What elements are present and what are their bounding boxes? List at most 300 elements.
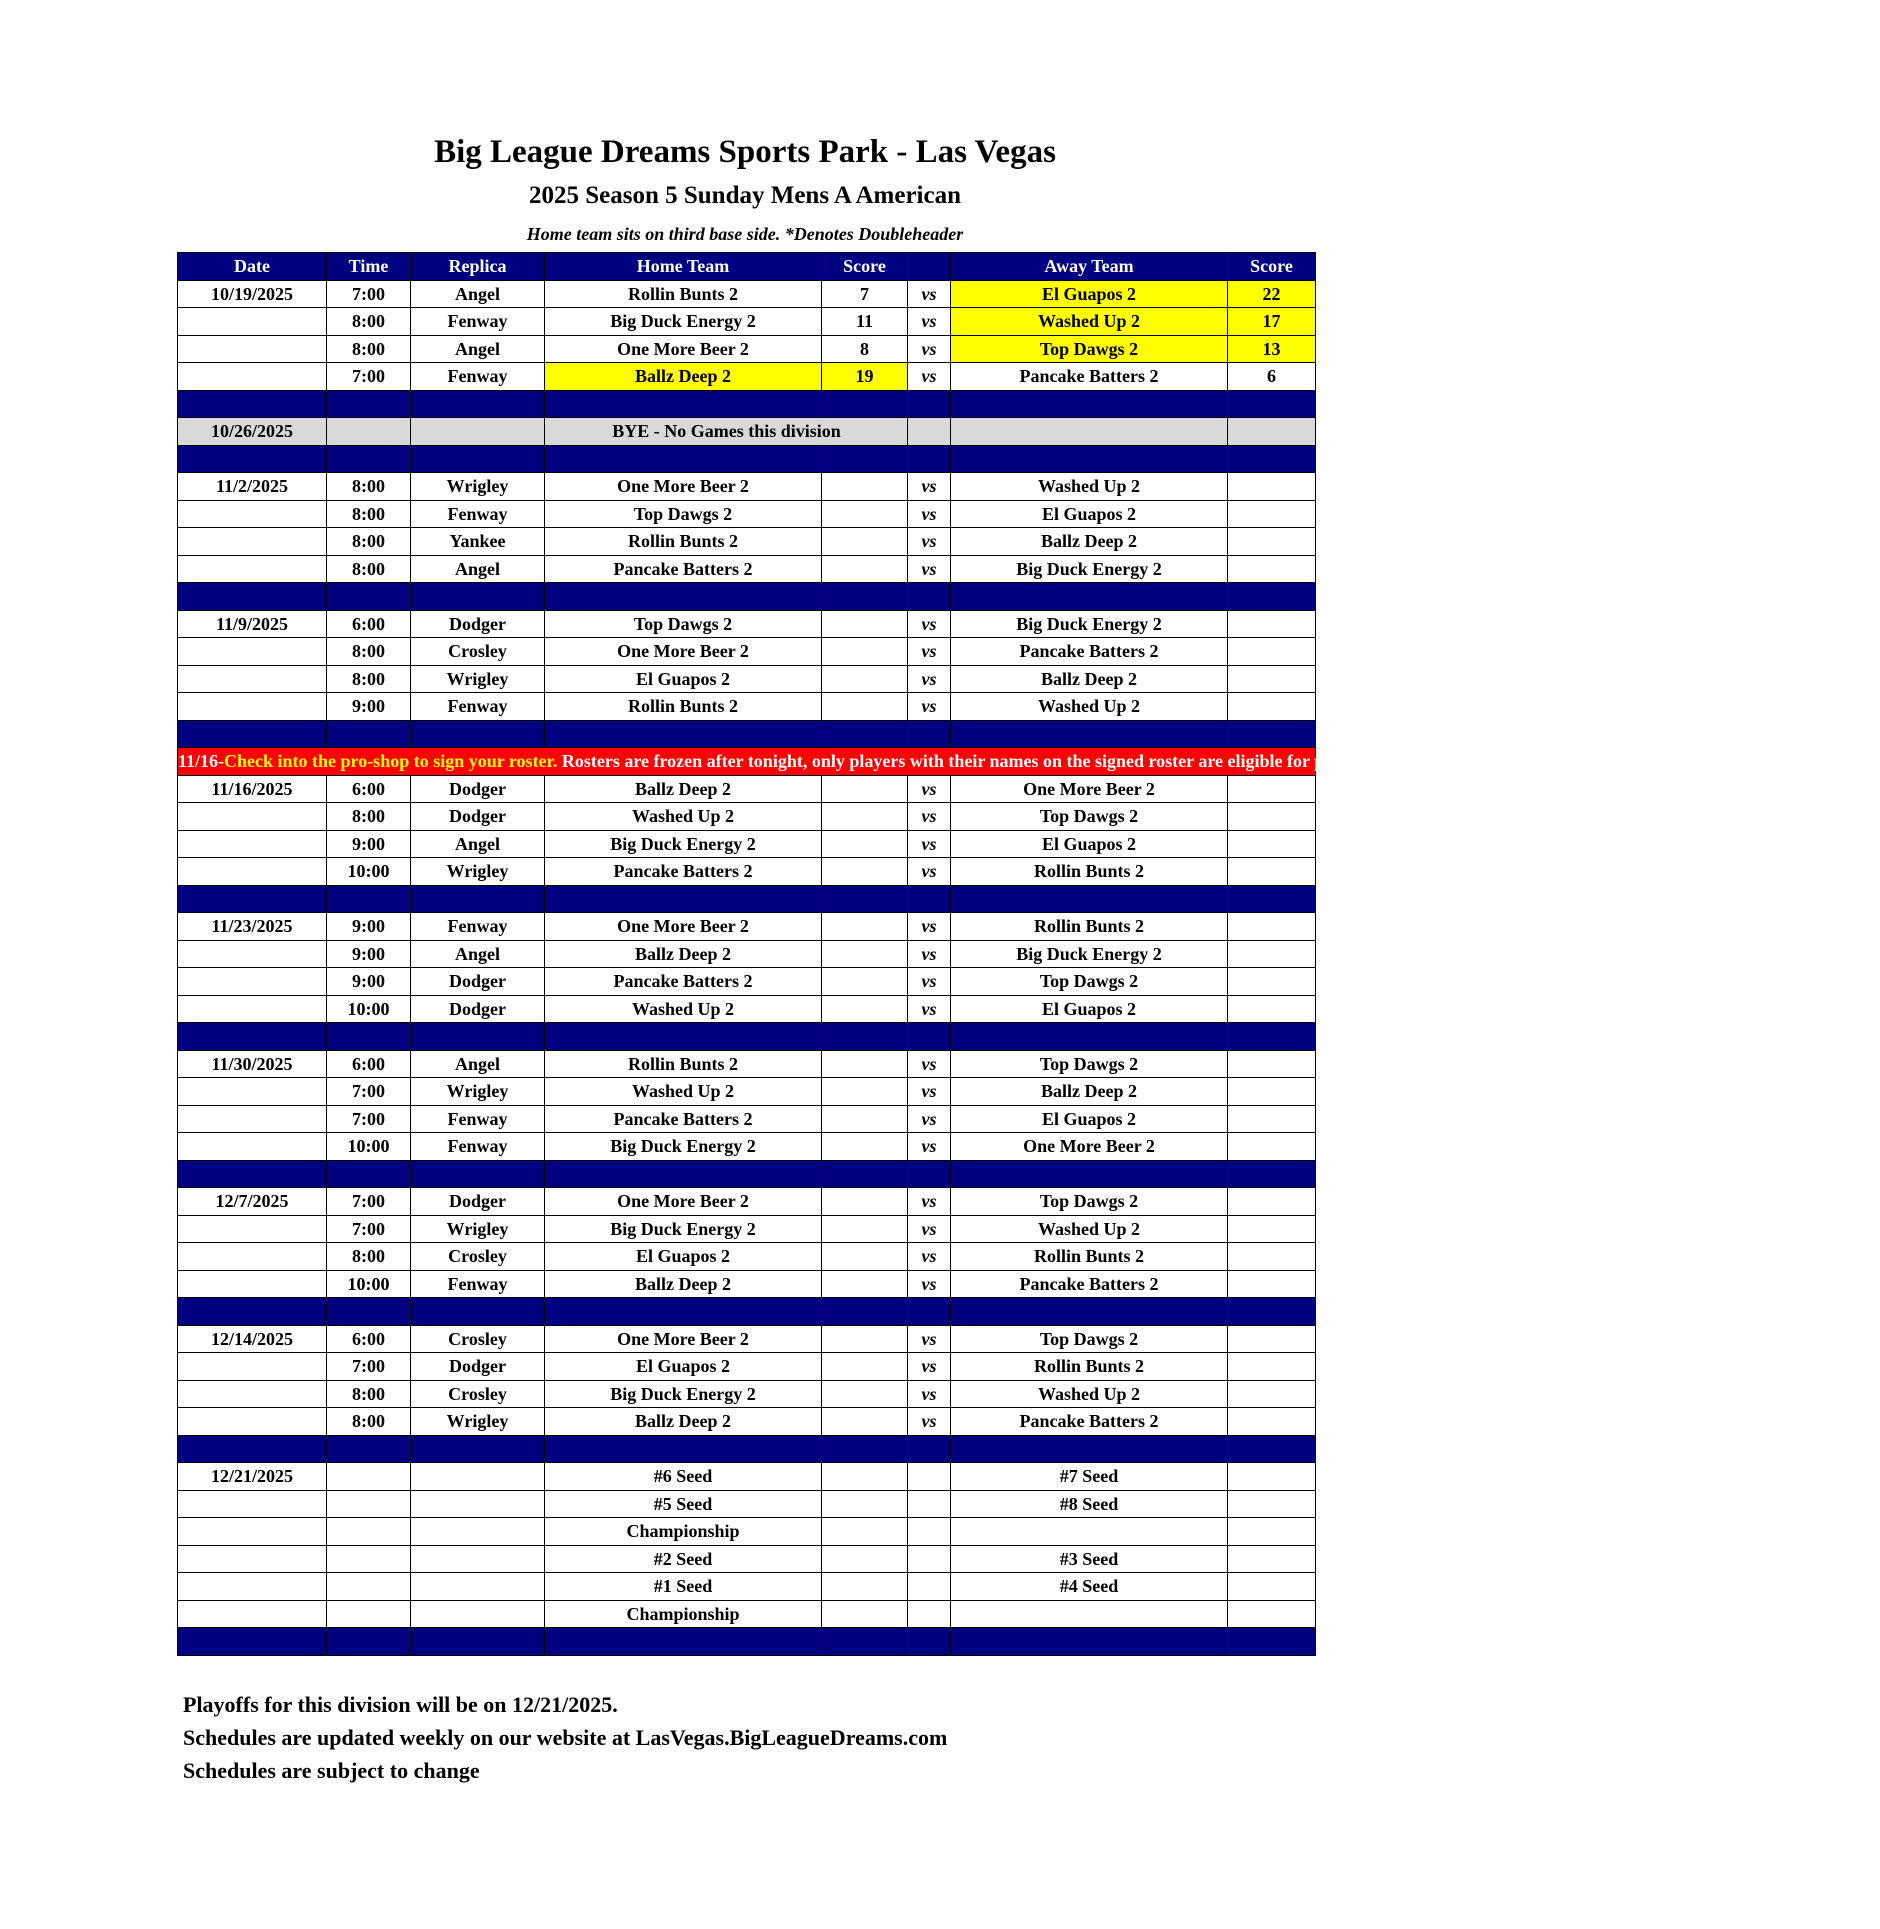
separator-row xyxy=(178,1628,1316,1656)
date-cell xyxy=(178,1545,327,1573)
game-row xyxy=(178,500,1316,528)
away-team-cell: Pancake Batters 2 xyxy=(951,638,1228,666)
replica-cell: Angel xyxy=(411,555,545,583)
notice-date: 11/16- xyxy=(178,751,225,772)
replica-cell: Angel xyxy=(411,280,545,308)
vs-cell: vs xyxy=(908,363,951,391)
replica-cell: Fenway xyxy=(411,1105,545,1133)
home-team-cell: #6 Seed xyxy=(545,1463,822,1491)
vs-cell: vs xyxy=(908,1325,951,1353)
time-cell: 9:00 xyxy=(327,693,411,721)
game-row xyxy=(178,1050,1316,1078)
time-cell: 9:00 xyxy=(327,968,411,996)
separator-cell xyxy=(822,390,908,418)
game-row xyxy=(178,1078,1316,1106)
separator-cell xyxy=(1228,1298,1316,1326)
footer-disclaimer: Schedules are subject to change xyxy=(183,1758,480,1783)
game-row xyxy=(178,1243,1316,1271)
replica-cell: Wrigley xyxy=(411,1408,545,1436)
time-cell: 8:00 xyxy=(327,665,411,693)
away-score-cell: 22 xyxy=(1228,280,1316,308)
vs-cell xyxy=(908,1518,951,1546)
home-score-cell xyxy=(822,995,908,1023)
vs-cell: vs xyxy=(908,555,951,583)
home-team-cell: Big Duck Energy 2 xyxy=(545,830,822,858)
away-team-cell: Washed Up 2 xyxy=(951,473,1228,501)
separator-cell xyxy=(411,1160,545,1188)
home-score-cell: 19 xyxy=(822,363,908,391)
home-score-cell xyxy=(822,1105,908,1133)
game-row xyxy=(178,1573,1316,1601)
roster-notice xyxy=(178,748,1880,776)
vs-cell: vs xyxy=(908,995,951,1023)
vs-cell: vs xyxy=(908,638,951,666)
time-cell: 8:00 xyxy=(327,1243,411,1271)
time-cell xyxy=(327,418,411,446)
home-score-cell xyxy=(822,913,908,941)
date-cell xyxy=(178,1243,327,1271)
separator-cell xyxy=(951,885,1228,913)
time-cell: 9:00 xyxy=(327,830,411,858)
away-score-cell xyxy=(1228,1133,1316,1161)
time-cell: 8:00 xyxy=(327,803,411,831)
separator-cell xyxy=(411,1298,545,1326)
replica-cell: Fenway xyxy=(411,363,545,391)
separator-cell xyxy=(908,885,951,913)
away-score-cell xyxy=(1228,830,1316,858)
replica-cell xyxy=(411,1573,545,1601)
time-cell: 8:00 xyxy=(327,473,411,501)
separator-cell xyxy=(178,720,327,748)
away-score-cell xyxy=(1228,1353,1316,1381)
home-score-cell xyxy=(822,1353,908,1381)
date-cell xyxy=(178,1353,327,1381)
separator-cell xyxy=(951,445,1228,473)
home-team-cell: Pancake Batters 2 xyxy=(545,1105,822,1133)
away-score-cell xyxy=(1228,1463,1316,1491)
time-cell: 7:00 xyxy=(327,1078,411,1106)
home-score-cell xyxy=(822,940,908,968)
seating-note: Home team sits on third base side. *Denotes Doubleheader xyxy=(526,224,964,244)
replica-cell: Dodger xyxy=(411,1353,545,1381)
replica-cell xyxy=(411,1545,545,1573)
away-team-cell: One More Beer 2 xyxy=(951,775,1228,803)
game-row xyxy=(178,1408,1316,1436)
away-team-cell: Rollin Bunts 2 xyxy=(951,1243,1228,1271)
home-score-cell xyxy=(822,1050,908,1078)
away-score-cell xyxy=(1228,775,1316,803)
home-team-cell: Pancake Batters 2 xyxy=(545,968,822,996)
separator-cell xyxy=(951,1298,1228,1326)
home-team-cell: Washed Up 2 xyxy=(545,995,822,1023)
replica-cell: Dodger xyxy=(411,775,545,803)
date-cell xyxy=(178,858,327,886)
separator-cell xyxy=(178,1298,327,1326)
notice-text: Rosters are frozen after tonight, only players with their names on the signed roster are eligible for playoffs. Please check carefully as changes will not be made for omissions. xyxy=(557,751,1880,772)
vs-cell xyxy=(908,418,951,446)
game-row xyxy=(178,308,1316,336)
game-row xyxy=(178,638,1316,666)
vs-cell: vs xyxy=(908,500,951,528)
time-cell: 6:00 xyxy=(327,610,411,638)
separator-cell xyxy=(178,1628,327,1656)
date-cell xyxy=(178,500,327,528)
away-team-cell xyxy=(951,1600,1228,1628)
replica-cell: Dodger xyxy=(411,968,545,996)
time-cell: 8:00 xyxy=(327,335,411,363)
time-cell: 9:00 xyxy=(327,940,411,968)
away-score-cell xyxy=(1228,803,1316,831)
away-team-cell: El Guapos 2 xyxy=(951,995,1228,1023)
time-cell: 6:00 xyxy=(327,775,411,803)
away-team-cell: #4 Seed xyxy=(951,1573,1228,1601)
home-score-cell xyxy=(822,528,908,556)
vs-cell xyxy=(908,1463,951,1491)
home-score-cell xyxy=(822,858,908,886)
date-cell xyxy=(178,968,327,996)
replica-cell: Crosley xyxy=(411,1325,545,1353)
away-score-cell xyxy=(1228,473,1316,501)
home-score-cell xyxy=(822,1408,908,1436)
away-team-cell: Big Duck Energy 2 xyxy=(951,940,1228,968)
home-score-cell xyxy=(822,1380,908,1408)
away-score-cell xyxy=(1228,1050,1316,1078)
away-score-cell xyxy=(1228,500,1316,528)
vs-cell: vs xyxy=(908,775,951,803)
time-cell: 7:00 xyxy=(327,1105,411,1133)
game-row xyxy=(178,1105,1316,1133)
home-score-cell xyxy=(822,1133,908,1161)
date-cell xyxy=(178,335,327,363)
separator-row xyxy=(178,885,1316,913)
replica-cell: Crosley xyxy=(411,1243,545,1271)
home-score-cell xyxy=(822,1463,908,1491)
separator-cell xyxy=(178,1160,327,1188)
home-team-cell: El Guapos 2 xyxy=(545,1353,822,1381)
replica-cell: Angel xyxy=(411,335,545,363)
away-team-cell xyxy=(951,1518,1228,1546)
separator-cell xyxy=(822,1023,908,1051)
separator-cell xyxy=(822,1628,908,1656)
time-cell: 10:00 xyxy=(327,995,411,1023)
game-row xyxy=(178,693,1316,721)
separator-cell xyxy=(545,1628,822,1656)
replica-cell: Fenway xyxy=(411,308,545,336)
date-cell xyxy=(178,830,327,858)
separator-cell xyxy=(411,885,545,913)
game-row xyxy=(178,940,1316,968)
col-vs xyxy=(908,253,951,281)
game-row xyxy=(178,335,1316,363)
home-score-cell xyxy=(822,1215,908,1243)
vs-cell: vs xyxy=(908,1408,951,1436)
game-row xyxy=(178,968,1316,996)
game-row xyxy=(178,555,1316,583)
vs-cell: vs xyxy=(908,803,951,831)
home-score-cell xyxy=(822,1243,908,1271)
separator-cell xyxy=(1228,885,1316,913)
away-team-cell: Big Duck Energy 2 xyxy=(951,610,1228,638)
separator-cell xyxy=(951,720,1228,748)
away-score-cell xyxy=(1228,610,1316,638)
away-score-cell xyxy=(1228,1545,1316,1573)
date-cell: 11/30/2025 xyxy=(178,1050,327,1078)
vs-cell: vs xyxy=(908,308,951,336)
separator-row xyxy=(178,445,1316,473)
separator-cell xyxy=(545,1023,822,1051)
schedule-table xyxy=(177,252,1880,1656)
replica-cell: Crosley xyxy=(411,638,545,666)
vs-cell: vs xyxy=(908,335,951,363)
home-team-cell: Ballz Deep 2 xyxy=(545,775,822,803)
vs-cell xyxy=(908,1600,951,1628)
separator-cell xyxy=(822,720,908,748)
away-score-cell xyxy=(1228,968,1316,996)
footer-playoffs: Playoffs for this division will be on 12/21/2025. xyxy=(183,1692,618,1717)
away-score-cell xyxy=(1228,1078,1316,1106)
separator-cell xyxy=(545,1298,822,1326)
vs-cell: vs xyxy=(908,940,951,968)
separator-cell xyxy=(327,390,411,418)
home-team-cell: One More Beer 2 xyxy=(545,913,822,941)
separator-cell xyxy=(545,390,822,418)
home-team-cell: Washed Up 2 xyxy=(545,1078,822,1106)
away-team-cell xyxy=(951,418,1228,446)
replica-cell xyxy=(411,1463,545,1491)
game-row xyxy=(178,913,1316,941)
away-score-cell xyxy=(1228,1490,1316,1518)
home-score-cell xyxy=(822,665,908,693)
time-cell: 6:00 xyxy=(327,1325,411,1353)
separator-cell xyxy=(327,885,411,913)
game-row xyxy=(178,1215,1316,1243)
separator-cell xyxy=(908,1435,951,1463)
separator-cell xyxy=(411,445,545,473)
separator-cell xyxy=(908,390,951,418)
notice-highlight: Check into the pro-shop to sign your roster. xyxy=(224,751,558,772)
date-cell xyxy=(178,693,327,721)
game-row xyxy=(178,1490,1316,1518)
header-row xyxy=(178,253,1316,281)
separator-cell xyxy=(545,1435,822,1463)
separator-cell xyxy=(411,583,545,611)
vs-cell: vs xyxy=(908,610,951,638)
away-team-cell: Pancake Batters 2 xyxy=(951,363,1228,391)
separator-cell xyxy=(908,1298,951,1326)
separator-cell xyxy=(327,1023,411,1051)
home-score-cell xyxy=(822,1078,908,1106)
col-home-team: Home Team xyxy=(545,253,822,281)
game-row xyxy=(178,1353,1316,1381)
game-row xyxy=(178,473,1316,501)
game-row xyxy=(178,1380,1316,1408)
date-cell: 12/21/2025 xyxy=(178,1463,327,1491)
home-team-cell: #5 Seed xyxy=(545,1490,822,1518)
separator-cell xyxy=(411,1023,545,1051)
game-row xyxy=(178,1133,1316,1161)
away-score-cell xyxy=(1228,1243,1316,1271)
separator-cell xyxy=(1228,1628,1316,1656)
game-row xyxy=(178,1463,1316,1491)
separator-cell xyxy=(178,1435,327,1463)
date-cell xyxy=(178,803,327,831)
separator-cell xyxy=(178,445,327,473)
date-cell: 12/7/2025 xyxy=(178,1188,327,1216)
away-team-cell: Top Dawgs 2 xyxy=(951,1188,1228,1216)
home-team-cell: Pancake Batters 2 xyxy=(545,555,822,583)
separator-cell xyxy=(1228,1435,1316,1463)
page-subtitle: 2025 Season 5 Sunday Mens A American xyxy=(528,182,961,209)
away-team-cell: Top Dawgs 2 xyxy=(951,803,1228,831)
replica-cell: Dodger xyxy=(411,803,545,831)
separator-row xyxy=(178,1435,1316,1463)
separator-row xyxy=(178,1298,1316,1326)
date-cell: 11/2/2025 xyxy=(178,473,327,501)
game-row xyxy=(178,665,1316,693)
game-row xyxy=(178,528,1316,556)
separator-cell xyxy=(951,1435,1228,1463)
away-team-cell: #8 Seed xyxy=(951,1490,1228,1518)
separator-cell xyxy=(908,720,951,748)
away-score-cell xyxy=(1228,1270,1316,1298)
separator-cell xyxy=(545,583,822,611)
date-cell xyxy=(178,363,327,391)
separator-cell xyxy=(411,1435,545,1463)
away-score-cell xyxy=(1228,418,1316,446)
replica-cell: Fenway xyxy=(411,913,545,941)
separator-cell xyxy=(327,1160,411,1188)
page-title: Big League Dreams Sports Park - Las Vegas xyxy=(434,134,1056,170)
time-cell xyxy=(327,1600,411,1628)
home-score-cell xyxy=(822,1325,908,1353)
away-team-cell: El Guapos 2 xyxy=(951,280,1228,308)
date-cell xyxy=(178,638,327,666)
home-team-cell: Top Dawgs 2 xyxy=(545,610,822,638)
game-row xyxy=(178,803,1316,831)
time-cell: 8:00 xyxy=(327,1408,411,1436)
separator-cell xyxy=(951,1023,1228,1051)
bye-row xyxy=(178,418,1316,446)
home-score-cell xyxy=(822,1600,908,1628)
separator-cell xyxy=(327,583,411,611)
home-score-cell: 7 xyxy=(822,280,908,308)
away-score-cell xyxy=(1228,1600,1316,1628)
game-row xyxy=(178,1600,1316,1628)
away-score-cell xyxy=(1228,940,1316,968)
footer-notes xyxy=(183,1688,947,1787)
replica-cell: Yankee xyxy=(411,528,545,556)
date-cell xyxy=(178,528,327,556)
replica-cell: Fenway xyxy=(411,500,545,528)
away-team-cell: El Guapos 2 xyxy=(951,1105,1228,1133)
separator-cell xyxy=(1228,390,1316,418)
replica-cell: Fenway xyxy=(411,1270,545,1298)
vs-cell: vs xyxy=(908,473,951,501)
time-cell xyxy=(327,1463,411,1491)
away-team-cell: Pancake Batters 2 xyxy=(951,1270,1228,1298)
home-score-cell xyxy=(822,610,908,638)
home-team-cell: Big Duck Energy 2 xyxy=(545,308,822,336)
home-score-cell xyxy=(822,830,908,858)
away-team-cell: Rollin Bunts 2 xyxy=(951,1353,1228,1381)
roster-notice-row xyxy=(178,748,1316,776)
time-cell: 7:00 xyxy=(327,1215,411,1243)
separator-cell xyxy=(908,445,951,473)
separator-cell xyxy=(545,720,822,748)
replica-cell: Fenway xyxy=(411,1133,545,1161)
separator-cell xyxy=(822,1298,908,1326)
home-score-cell xyxy=(822,775,908,803)
footer-website: Schedules are updated weekly on our website at LasVegas.BigLeagueDreams.com xyxy=(183,1725,948,1750)
vs-cell: vs xyxy=(908,1188,951,1216)
replica-cell: Fenway xyxy=(411,693,545,721)
col-away-team: Away Team xyxy=(951,253,1228,281)
replica-cell: Dodger xyxy=(411,1188,545,1216)
time-cell: 8:00 xyxy=(327,555,411,583)
away-team-cell: Pancake Batters 2 xyxy=(951,1408,1228,1436)
away-score-cell xyxy=(1228,1408,1316,1436)
vs-cell: vs xyxy=(908,1380,951,1408)
replica-cell xyxy=(411,1490,545,1518)
separator-cell xyxy=(545,445,822,473)
home-team-cell: Ballz Deep 2 xyxy=(545,940,822,968)
time-cell: 8:00 xyxy=(327,308,411,336)
home-team-cell: Top Dawgs 2 xyxy=(545,500,822,528)
col-away-score: Score xyxy=(1228,253,1316,281)
home-team-cell: One More Beer 2 xyxy=(545,1325,822,1353)
game-row xyxy=(178,995,1316,1023)
time-cell xyxy=(327,1573,411,1601)
time-cell: 7:00 xyxy=(327,1188,411,1216)
home-team-cell: Championship xyxy=(545,1518,822,1546)
away-score-cell xyxy=(1228,1188,1316,1216)
separator-cell xyxy=(908,1023,951,1051)
separator-cell xyxy=(327,1628,411,1656)
home-score-cell xyxy=(822,638,908,666)
col-date: Date xyxy=(178,253,327,281)
separator-row xyxy=(178,583,1316,611)
time-cell: 8:00 xyxy=(327,528,411,556)
away-score-cell xyxy=(1228,665,1316,693)
away-team-cell: Washed Up 2 xyxy=(951,1215,1228,1243)
separator-cell xyxy=(822,1160,908,1188)
away-score-cell: 6 xyxy=(1228,363,1316,391)
replica-cell: Wrigley xyxy=(411,1215,545,1243)
vs-cell: vs xyxy=(908,665,951,693)
home-score-cell: 11 xyxy=(822,308,908,336)
home-team-cell: Big Duck Energy 2 xyxy=(545,1215,822,1243)
vs-cell: vs xyxy=(908,1215,951,1243)
away-team-cell: Ballz Deep 2 xyxy=(951,1078,1228,1106)
game-row xyxy=(178,1325,1316,1353)
separator-cell xyxy=(545,1160,822,1188)
away-score-cell xyxy=(1228,693,1316,721)
time-cell: 9:00 xyxy=(327,913,411,941)
vs-cell: vs xyxy=(908,693,951,721)
away-score-cell xyxy=(1228,1215,1316,1243)
separator-cell xyxy=(822,885,908,913)
separator-cell xyxy=(908,583,951,611)
vs-cell: vs xyxy=(908,1078,951,1106)
separator-cell xyxy=(411,390,545,418)
vs-cell: vs xyxy=(908,858,951,886)
separator-cell xyxy=(178,390,327,418)
separator-row xyxy=(178,390,1316,418)
away-score-cell xyxy=(1228,1380,1316,1408)
col-replica: Replica xyxy=(411,253,545,281)
col-time: Time xyxy=(327,253,411,281)
away-score-cell xyxy=(1228,638,1316,666)
